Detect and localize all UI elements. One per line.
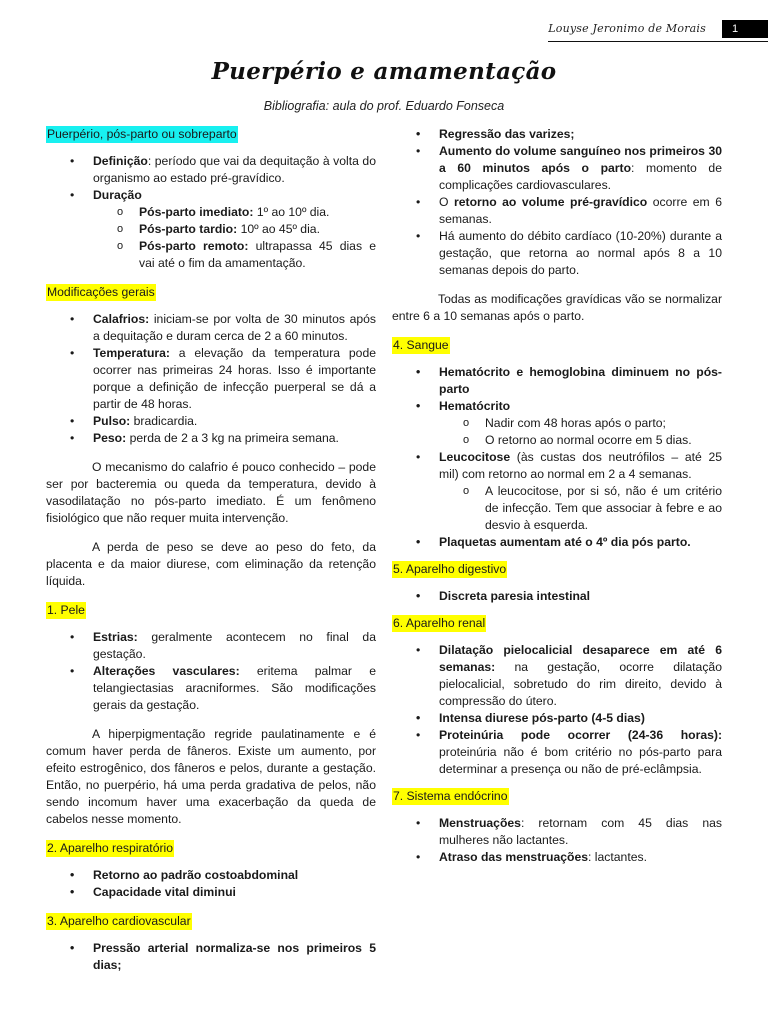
list-item: • Intensa diurese pós-parto (4-5 dias) [416,711,645,725]
section-heading-puerperio [46,126,376,143]
sub-list-item: o Nadir com 48 horas após o parto; [463,416,666,430]
list-item: • Menstruações: retornam com 45 dias nas mulheres não lactantes. [416,816,722,847]
sub-list-item: o Pós-parto imediato: 1º ao 10º dia. [117,205,330,219]
section-title: 3. Aparelho cardiovascular [47,914,191,928]
author-name: Louyse Jeronimo de Morais [548,22,706,35]
bibliography-subtitle: Bibliografia: aula do prof. Eduardo Fonseca [263,99,505,113]
section-heading-digestivo [392,561,722,578]
header-rule [548,41,768,42]
list-cardiovascular [46,940,376,974]
section-title: 1. Pele [47,603,85,617]
section-title: Puerpério, pós-parto ou sobreparto [47,127,237,141]
list-modificacoes [46,311,376,447]
list-item: • Duração [70,188,142,202]
list-renal [392,642,722,778]
paragraph-normalizacao: Todas as modificações gravídicas vão se normalizar entre 6 a 10 semanas após o parto. [392,292,722,323]
section-title: 5. Aparelho digestivo [393,562,507,576]
list-digestivo [392,588,722,605]
section-heading-renal [392,615,722,632]
sub-list-item: o A leucocitose, por si só, não é um critério de infecção. Tem que associar à febre e ao desvio à esquerda. [463,484,722,532]
list-item: • Regressão das varizes; [416,127,575,141]
list-item: • Hematócrito e hemoglobina diminuem no pós-parto [416,365,722,396]
section-heading-modificacoes [46,284,376,301]
list-item: • Atraso das menstruações: lactantes. [416,850,647,864]
list-item: • Estrias: geralmente acontecem no final da gestação. [70,630,376,661]
list-item: • Aumento do volume sanguíneo nos primeiros 30 a 60 minutos após o parto: momento de complicações cardiovasculares. [416,144,722,192]
paragraph-peso: A perda de peso se deve ao peso do feto, da placenta e da maior diurese, com eliminação da retenção líquida. [46,540,376,588]
section-heading-cardiovascular [46,913,376,930]
list-item: • Peso: perda de 2 a 3 kg na primeira semana. [70,431,339,445]
section-title: 2. Aparelho respiratório [47,841,174,855]
list-item: • Definição: período que vai da dequitação à volta do organismo ao estado pré-gravídico. [70,154,376,185]
list-endocrino [392,815,722,866]
list-cardiovascular-cont [392,126,722,279]
paragraph-calafrio: O mecanismo do calafrio é pouco conhecido – pode ser por bacteremia ou queda da temperatura, devido à vasodilatação no pós-parto imediato. É um fenômeno fisiológico que não requer muita intervenção. [46,460,376,525]
list-item: • Discreta paresia intestinal [416,589,591,603]
list-item: • Retorno ao padrão costoabdominal [70,868,299,882]
section-title: Modificações gerais [47,285,155,299]
list-sangue [392,364,722,551]
list-pele [46,629,376,714]
left-column [46,126,376,974]
paragraph-hiperpigmentacao: A hiperpigmentação regride paulatinamente e é comum haver perda de fâneros. Existe um aumento, por efeito estrogênico, dos fâneros e pelos, durante a gestação. Então, no puerpério, há uma perda gradativa de pelos, não sendo incomum haver uma exacerbação da queda de cabelos nesse momento. [46,727,376,826]
list-respiratorio [46,867,376,901]
list-puerperio [46,153,376,272]
list-item: • Proteinúria pode ocorrer (24-36 horas): proteinúria não é bom critério no pós-parto para determinar a presença ou não de pré-eclâmpsia. [416,728,722,776]
list-item: • Alterações vasculares: eritema palmar e telangiectasias aracniformes. São modificações gerais da gestação. [70,664,376,712]
section-heading-pele [46,602,376,619]
section-title: 6. Aparelho renal [393,616,486,630]
list-item: • Dilatação pielocalicial desaparece em até 6 semanas: na gestação, ocorre dilatação pielocalicial, sobretudo do rim direito, devido à compressão do útero. [416,643,722,708]
list-item: • Temperatura: a elevação da temperatura pode ocorrer nas primeiras 24 horas. Isso é importante porque a definição de infecção puerperal se dá a partir de 48 horas. [70,346,376,411]
right-column [392,126,722,866]
section-heading-respiratorio [46,840,376,857]
section-heading-endocrino [392,788,722,805]
list-item: • Pulso: bradicardia. [70,414,198,428]
list-item: • Calafrios: iniciam-se por volta de 30 minutos após a dequitação e duram cerca de 2 a 60 minutos. [70,312,376,343]
page-number: 1 [722,20,768,38]
page-title: Puerpério e amamentação [211,58,557,85]
list-item: • Há aumento do débito cardíaco (10-20%) durante a gestação, que retorna ao normal após 8 a 10 semanas depois do parto. [416,229,722,277]
list-item: • Leucocitose (às custas dos neutrófilos – até 25 mil) com retorno ao normal em 2 a 4 semanas. [416,450,722,481]
section-title: 4. Sangue [393,338,449,352]
section-title: 7. Sistema endócrino [393,789,508,803]
list-item: • O retorno ao volume pré-gravídico ocorre em 6 semanas. [416,195,722,226]
list-item: • Hematócrito [416,399,511,413]
section-heading-sangue [392,337,722,354]
list-item: • Capacidade vital diminui [70,885,236,899]
sub-list-item: o Pós-parto tardio: 10º ao 45º dia. [117,222,320,236]
list-item: • Pressão arterial normaliza-se nos primeiros 5 dias; [70,941,376,972]
sub-list-item: o O retorno ao normal ocorre em 5 dias. [463,433,692,447]
list-item: • Plaquetas aumentam até o 4º dia pós parto. [416,535,691,549]
sub-list-item: o Pós-parto remoto: ultrapassa 45 dias e vai até o fim da amamentação. [117,239,377,270]
